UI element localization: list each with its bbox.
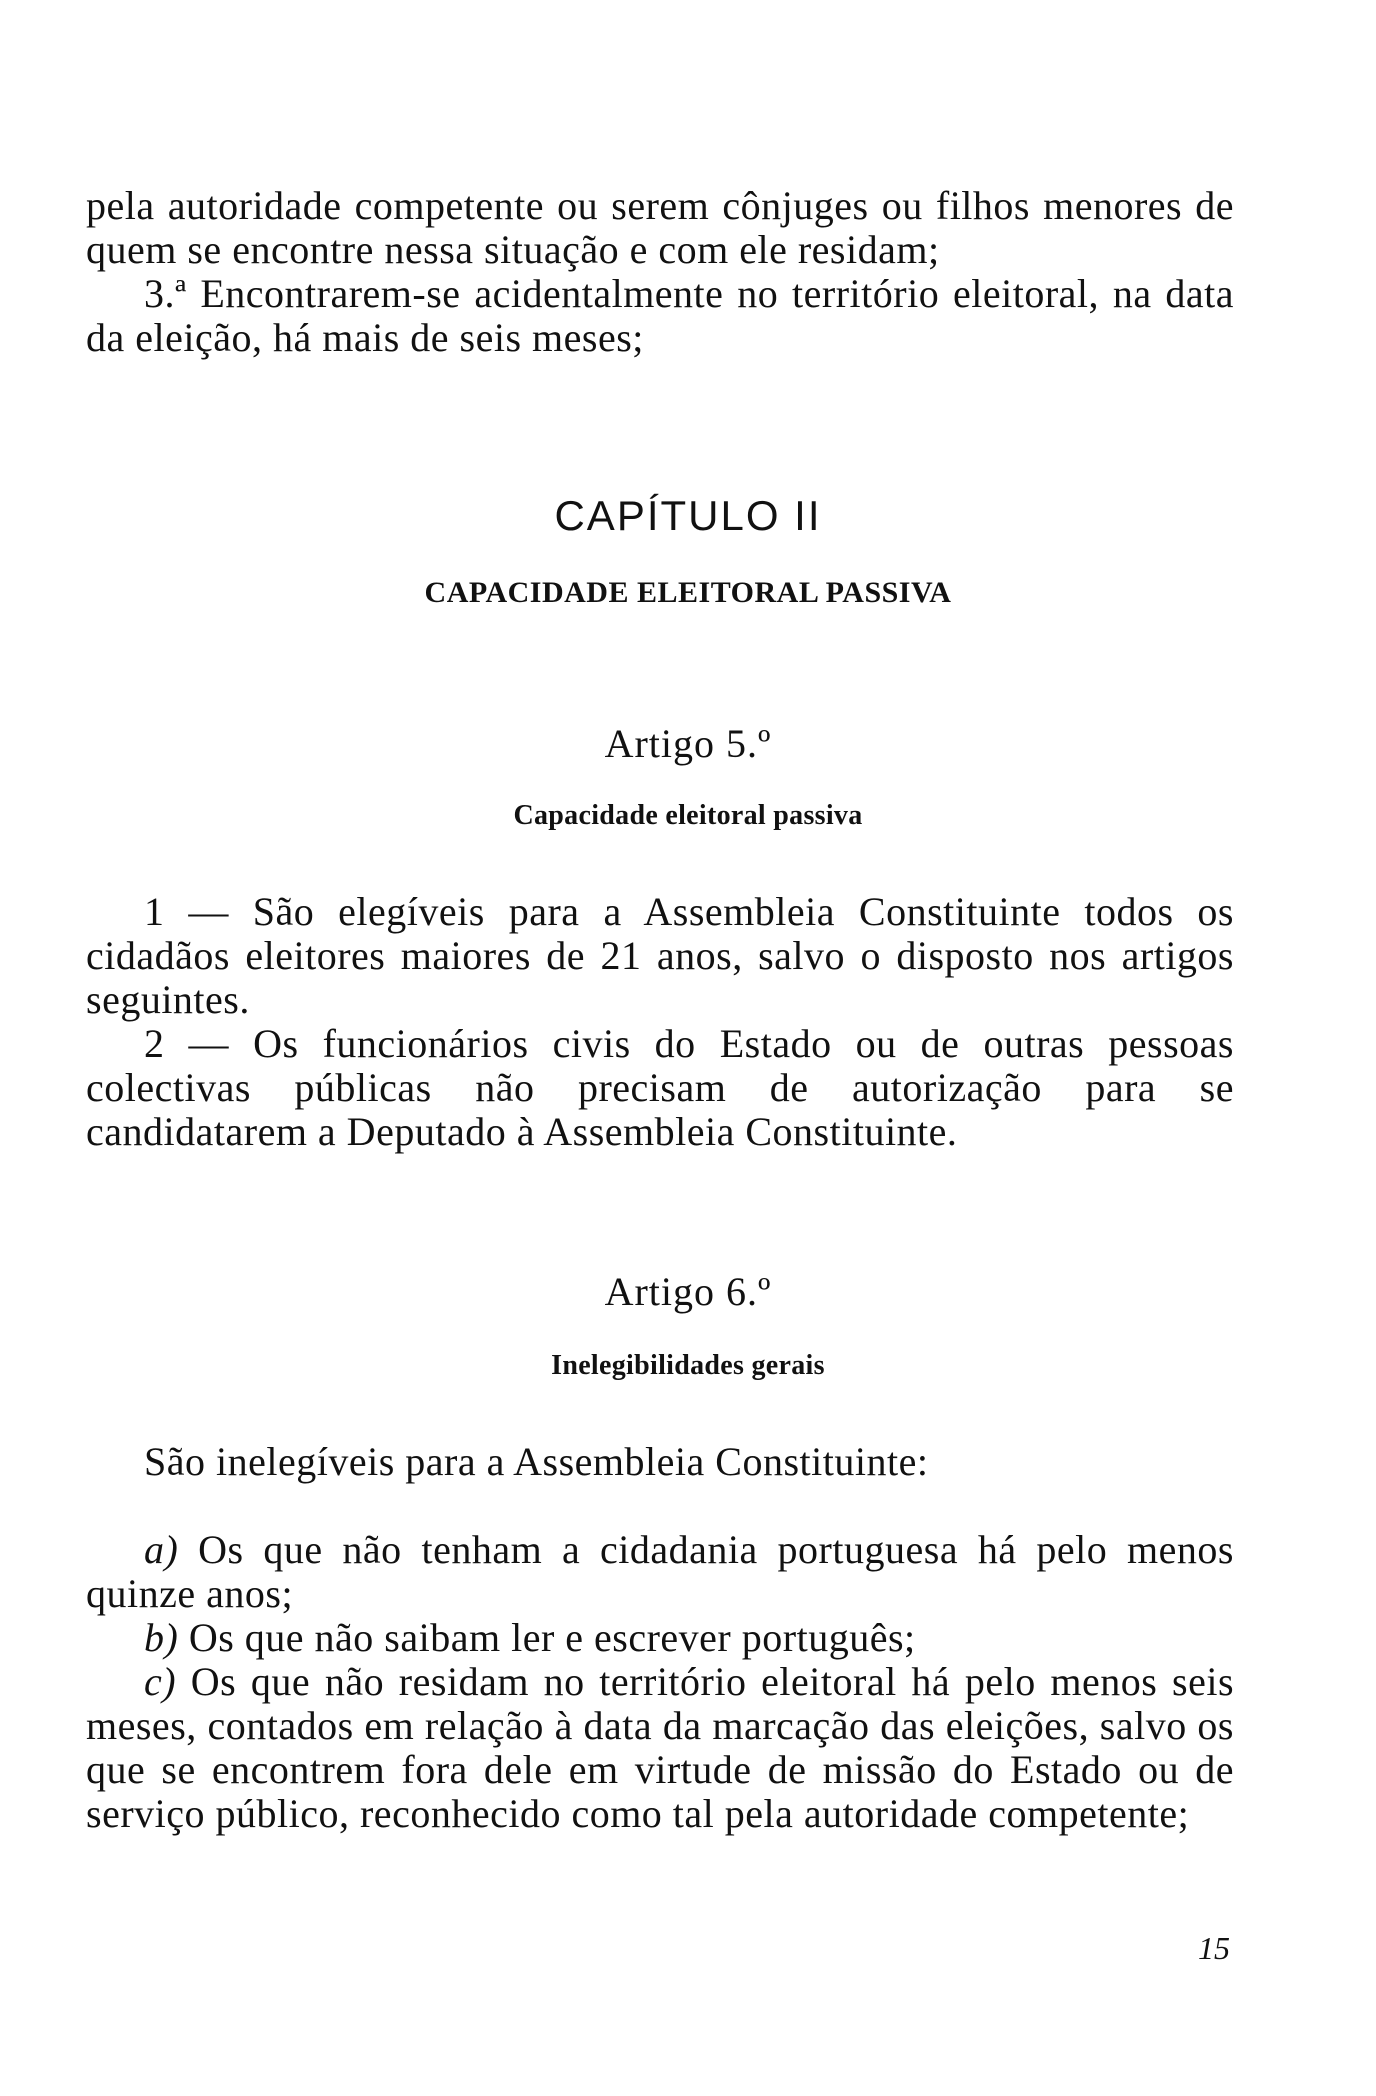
chapter-subtitle: CAPACIDADE ELEITORAL PASSIVA: [424, 576, 952, 609]
article-6-items: [86, 1528, 1234, 1836]
item-letter: a): [144, 1527, 179, 1572]
item-text: Os que não saibam ler e escrever português;: [188, 1615, 916, 1660]
list-item: [86, 1528, 1234, 1616]
item-letter: b): [144, 1615, 179, 1660]
list-item: [86, 1660, 1234, 1836]
article-5-title: Capacidade eleitoral passiva: [513, 800, 863, 831]
article-6-heading: Artigo 6.º: [604, 1269, 772, 1314]
item-text: Os que não residam no território eleitoral há pelo menos seis meses, contados em relação à data da marcação das eleições, salvo os que se encontrem fora dele em virtude de missão do Estado ou de serviço público, reconhecido como tal pela autoridade competente;: [86, 1659, 1235, 1836]
continuation-block: [86, 184, 1234, 360]
article-5-paragraph-1: 1 — São elegíveis para a Assembleia Constituinte todos os cidadãos eleitores maiores de 21 anos, salvo o disposto nos artigos seguintes.: [86, 889, 1234, 1022]
list-item: [86, 1616, 1234, 1660]
article-5-heading: Artigo 5.º: [604, 721, 772, 766]
item-3-paragraph: 3.ª Encontrarem-se acidentalmente no território eleitoral, na data da eleição, há mais de seis meses;: [86, 271, 1234, 360]
chapter-heading: CAPÍTULO II: [554, 492, 822, 539]
article-6-intro: São inelegíveis para a Assembleia Constituinte:: [144, 1439, 929, 1484]
article-6-title: Inelegibilidades gerais: [551, 1350, 825, 1381]
item-letter: c): [144, 1659, 177, 1704]
item-text: Os que não tenham a cidadania portuguesa há pelo menos quinze anos;: [86, 1527, 1234, 1616]
page-number: 15: [1198, 1930, 1230, 1966]
article-6-intro-block: [86, 1440, 1234, 1484]
article-5-paragraph-2: 2 — Os funcionários civis do Estado ou de outras pessoas colectivas públicas não precisam de autorização para se candidatarem a Deputado à Assembleia Constituinte.: [86, 1021, 1234, 1154]
continuation-paragraph: pela autoridade competente ou serem cônjuges ou filhos menores de quem se encontre nessa situação e com ele residam;: [86, 183, 1234, 272]
article-5-body: [86, 890, 1234, 1154]
